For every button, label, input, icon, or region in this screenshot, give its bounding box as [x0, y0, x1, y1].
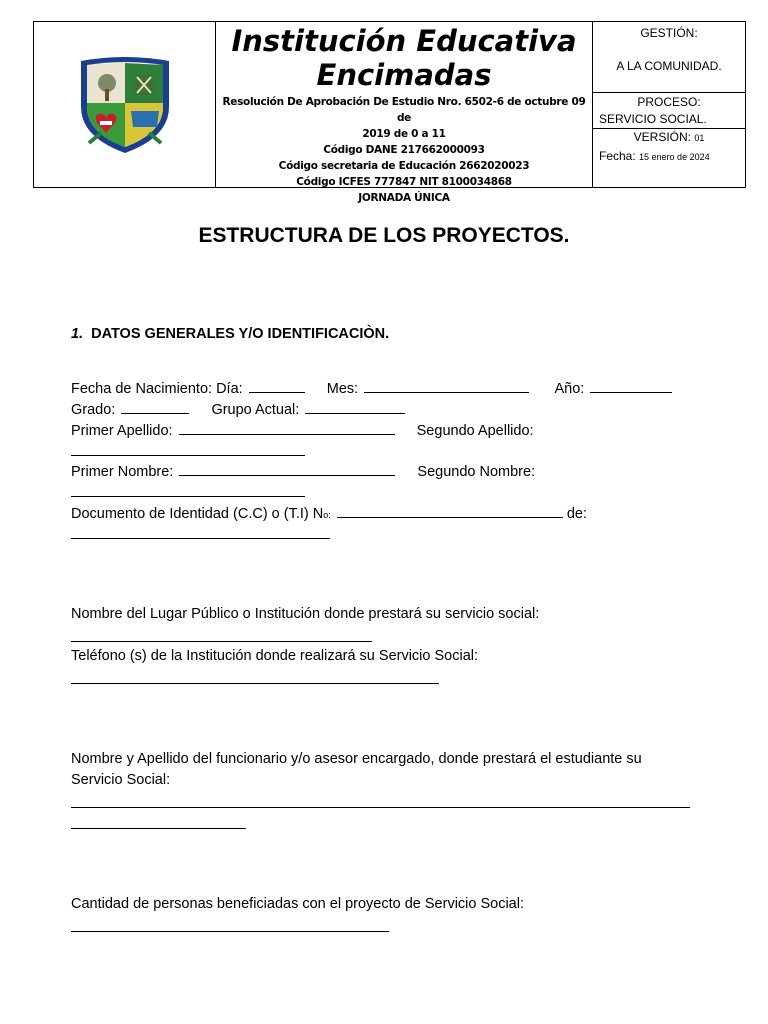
- grupo-actual-label: Grupo Actual:: [211, 402, 300, 418]
- gestion-box: [593, 22, 745, 93]
- institution-name-line1: Institución Educativa: [231, 24, 577, 58]
- school-crest-icon: [77, 55, 173, 155]
- documento-sub-label: o:: [323, 510, 331, 520]
- section-title: DATOS GENERALES Y/O IDENTIFICACIÒN.: [91, 326, 390, 342]
- funcionario-blank[interactable]: [71, 793, 690, 808]
- funcionario-label-line1: Nombre y Apellido del funcionario y/o asesor encargado, donde prestará el estudiante su: [71, 751, 642, 767]
- anio-label: Año:: [554, 381, 585, 397]
- section-number: 1.: [71, 326, 84, 342]
- lugar-publico-row: [71, 627, 372, 646]
- proceso-value: SERVICIO SOCIAL.: [599, 112, 707, 126]
- primer-apellido-label: Primer Apellido:: [71, 423, 173, 439]
- segundo-nombre-label: Segundo Nombre:: [417, 464, 536, 480]
- gestion-value: A LA COMUNIDAD.: [616, 59, 722, 73]
- cantidad-label: Cantidad de personas beneficiadas con el proyecto de Servicio Social:: [71, 896, 524, 912]
- cantidad-row: [71, 917, 389, 936]
- institution-info-cell: [216, 22, 593, 204]
- documento-blank[interactable]: [337, 503, 563, 518]
- gestion-label: GESTIÓN:: [640, 26, 698, 40]
- funcionario-label-line2: Servicio Social:: [71, 772, 171, 788]
- version-label: VERSIÓN:: [633, 130, 691, 144]
- birthdate-row: [71, 378, 672, 397]
- version-box: [593, 129, 745, 187]
- lugar-publico-blank[interactable]: [71, 627, 372, 642]
- institution-name-line2: Encimadas: [316, 58, 492, 92]
- version-value: 01: [694, 133, 705, 143]
- funcionario-row: [71, 793, 690, 812]
- dane-code: Código DANE 217662000093: [323, 144, 485, 156]
- anio-blank[interactable]: [590, 378, 672, 393]
- documento-continuation-row: [71, 524, 330, 543]
- apellidos-row: [71, 420, 534, 439]
- segundo-apellido-row: [71, 441, 305, 460]
- primer-nombre-label: Primer Nombre:: [71, 464, 174, 480]
- secretaria-code: Código secretaria de Educación 2662020023: [278, 160, 530, 172]
- lugar-publico-label: Nombre del Lugar Público o Institución donde prestará su servicio social:: [71, 606, 540, 622]
- cantidad-blank[interactable]: [71, 917, 389, 932]
- fecha-nacimiento-label: Fecha de Nacimiento: Día:: [71, 381, 243, 397]
- header-table: [33, 21, 746, 204]
- telefono-label: Teléfono (s) de la Institución donde realizará su Servicio Social:: [71, 648, 479, 664]
- grupo-actual-blank[interactable]: [305, 399, 405, 414]
- mes-blank[interactable]: [364, 378, 529, 393]
- primer-nombre-blank[interactable]: [179, 461, 395, 476]
- documento-row: [71, 503, 587, 522]
- funcionario-row-2: [71, 814, 246, 833]
- fecha-value: 15 enero de 2024: [639, 152, 710, 162]
- mes-label: Mes:: [326, 381, 359, 397]
- segundo-apellido-blank[interactable]: [71, 441, 305, 456]
- telefono-row: [71, 669, 439, 688]
- proceso-label: PROCESO:: [637, 95, 701, 109]
- resolution-line2: 2019 de 0 a 11: [362, 128, 446, 140]
- resolution-line1: Resolución De Aprobación De Estudio Nro. 6502-6 de octubre 09 de: [222, 96, 586, 124]
- grado-blank[interactable]: [121, 399, 189, 414]
- section-heading: [71, 326, 389, 342]
- primer-apellido-blank[interactable]: [179, 420, 395, 435]
- grado-row: [71, 399, 405, 418]
- funcionario-blank-2[interactable]: [71, 814, 246, 829]
- telefono-blank[interactable]: [71, 669, 439, 684]
- de-label: de:: [566, 506, 587, 522]
- dia-blank[interactable]: [249, 378, 305, 393]
- meta-cell: [593, 22, 745, 187]
- segundo-nombre-blank[interactable]: [71, 482, 305, 497]
- fecha-label: Fecha:: [599, 149, 636, 163]
- segundo-nombre-row: [71, 482, 305, 501]
- proceso-box: [593, 93, 745, 129]
- segundo-apellido-label: Segundo Apellido:: [416, 423, 534, 439]
- document-title: ESTRUCTURA DE LOS PROYECTOS.: [198, 224, 570, 247]
- logo-cell: [34, 22, 216, 187]
- documento-de-blank[interactable]: [71, 524, 330, 539]
- grado-label: Grado:: [71, 402, 116, 418]
- jornada: JORNADA ÚNICA: [358, 192, 450, 204]
- nombres-row: [71, 461, 535, 480]
- icfes-nit: Código ICFES 777847 NIT 8100034868: [296, 176, 512, 188]
- documento-label: Documento de Identidad (C.C) o (T.I) N: [71, 506, 324, 522]
